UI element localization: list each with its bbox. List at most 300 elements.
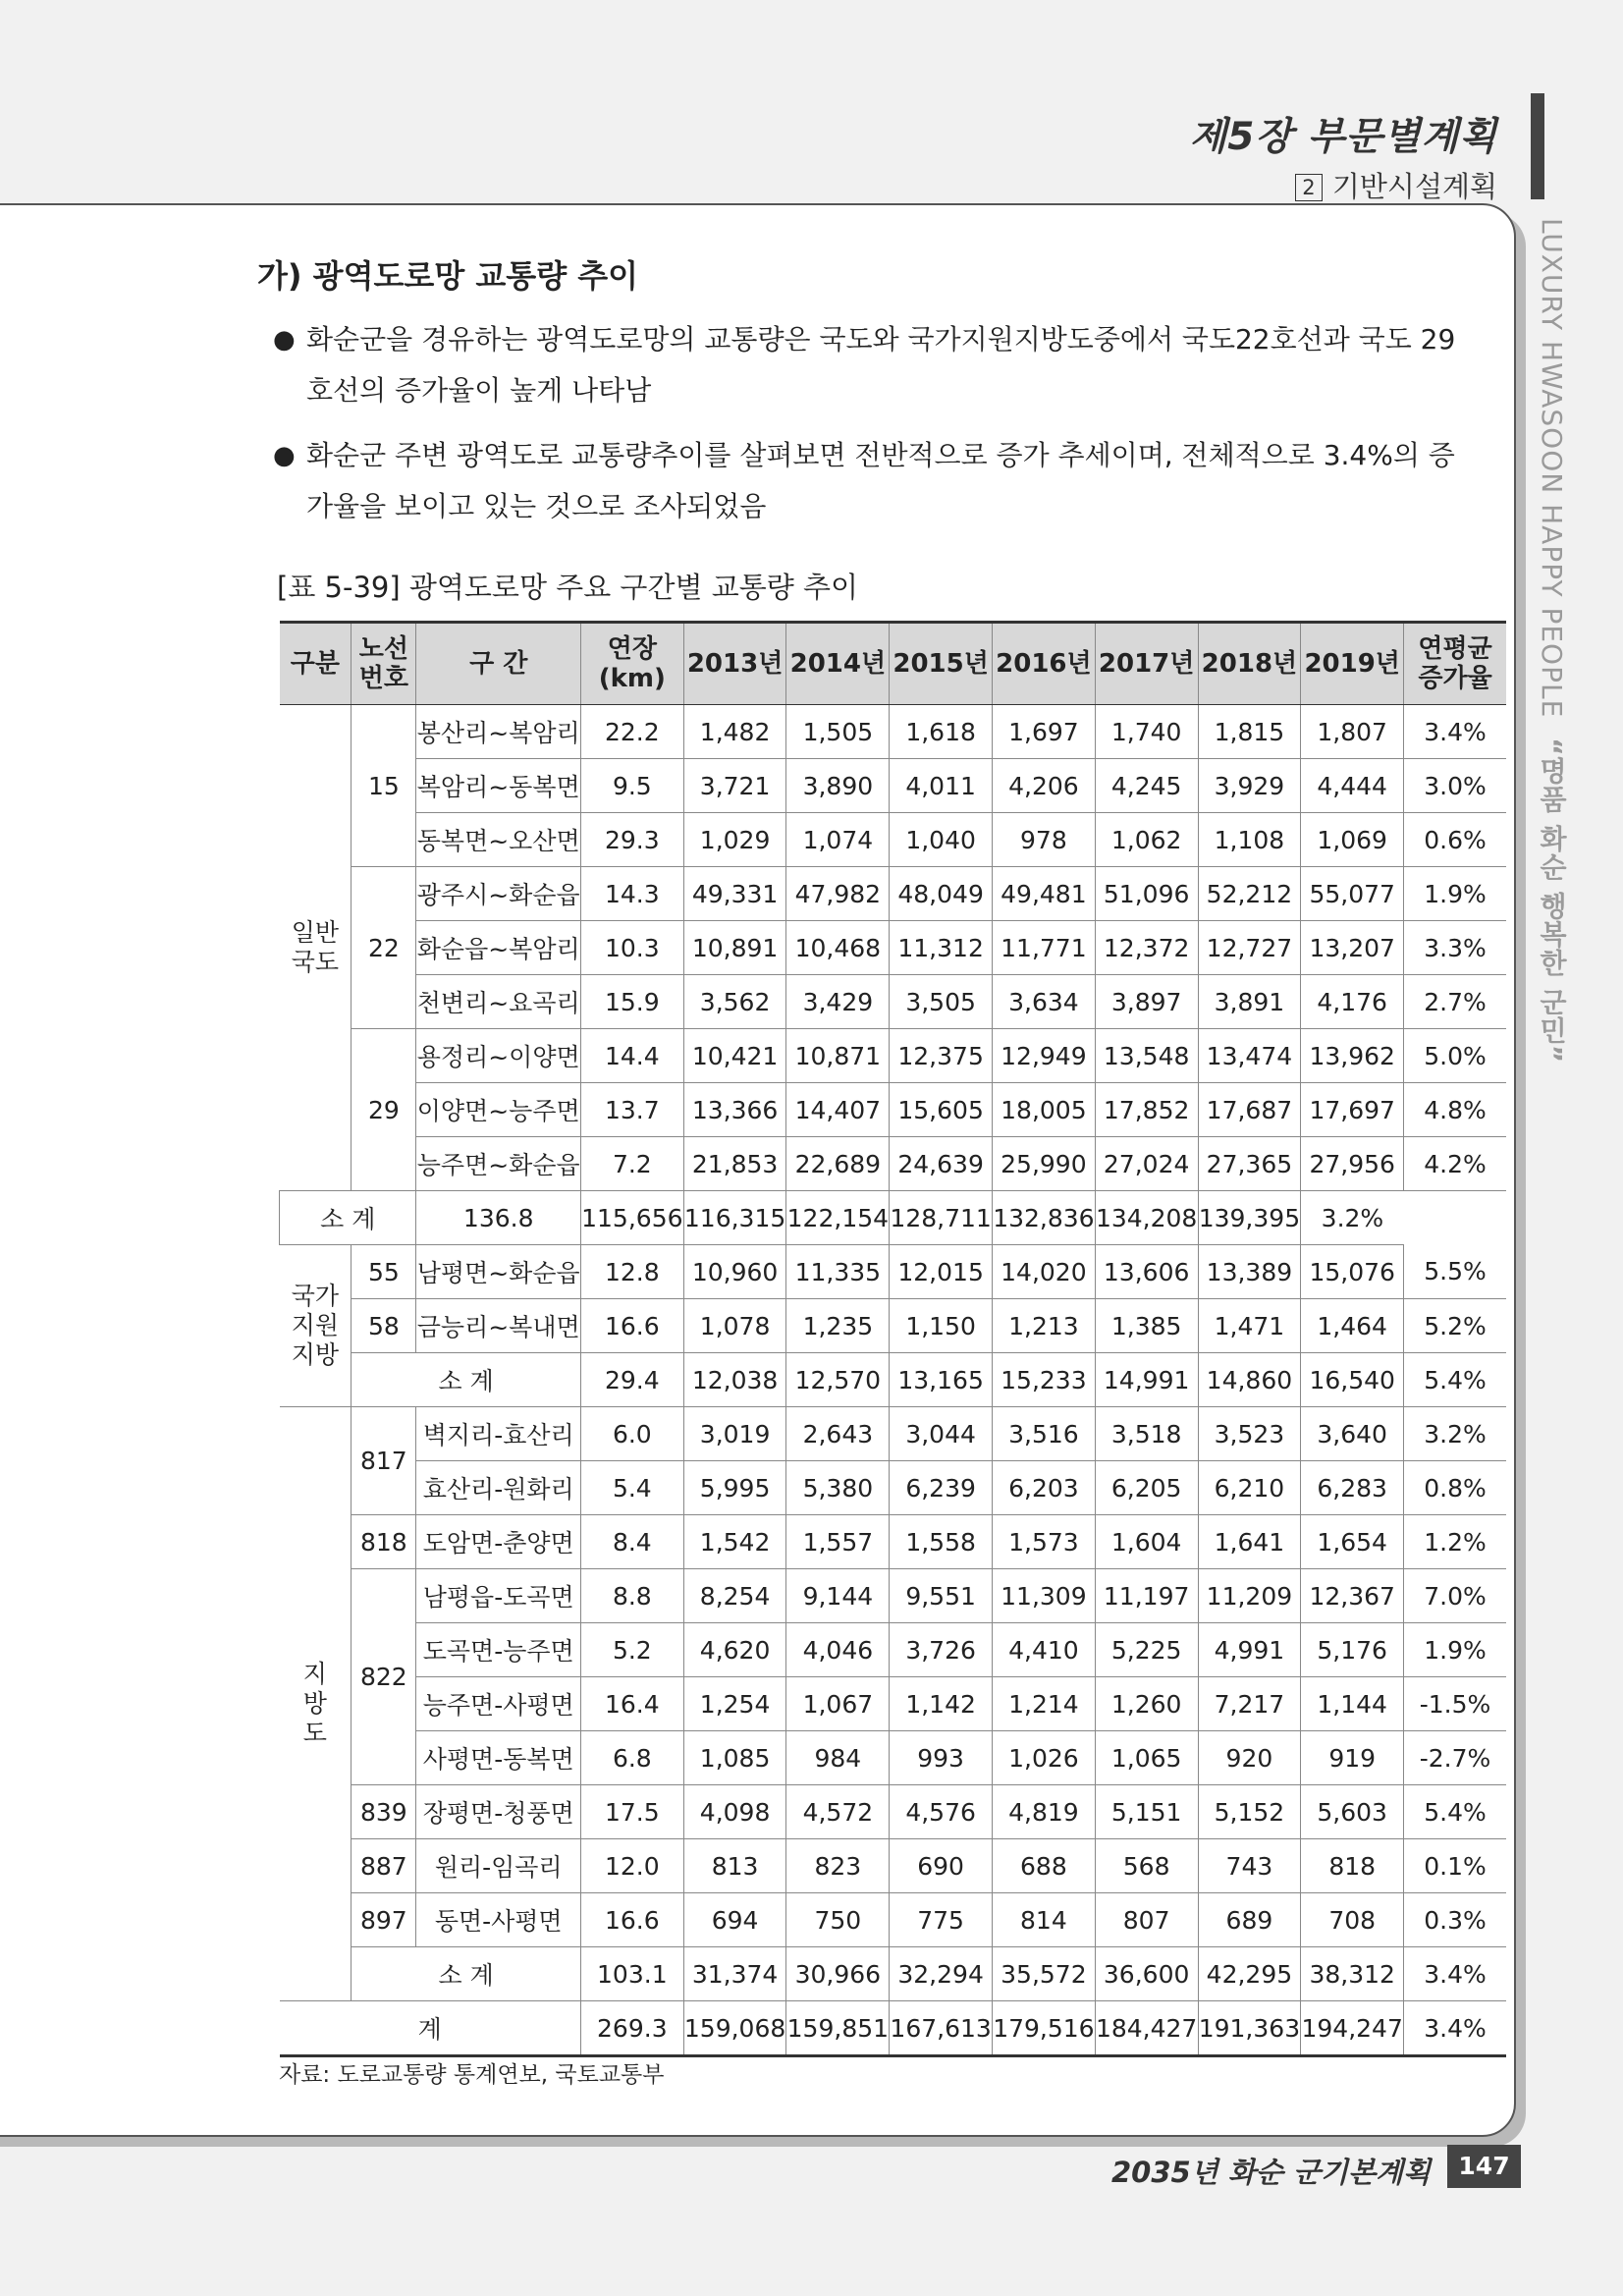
cell-2014: 1,557 bbox=[786, 1515, 890, 1569]
route-number: 839 bbox=[352, 1785, 416, 1839]
cell-rate: -2.7% bbox=[1404, 1731, 1506, 1785]
cell-2014: 984 bbox=[786, 1731, 890, 1785]
cell-length: 13.7 bbox=[580, 1083, 683, 1137]
cell-length: 17.5 bbox=[580, 1785, 683, 1839]
cell-2015: 12,375 bbox=[890, 1029, 993, 1083]
cell-length: 7.2 bbox=[580, 1137, 683, 1191]
cell-2015: 6,239 bbox=[890, 1461, 993, 1515]
cell-2018: 1,641 bbox=[1198, 1515, 1301, 1569]
cell-2016: 4,410 bbox=[993, 1623, 1096, 1677]
cell-2018: 920 bbox=[1198, 1731, 1301, 1785]
chapter-title: 제5장 부문별계획 bbox=[1189, 115, 1497, 159]
section-subtitle bbox=[1295, 165, 1497, 205]
section-title: 가) 광역도로망 교통량 추이 bbox=[257, 257, 639, 295]
cell-2017: 51,096 bbox=[1095, 867, 1198, 921]
table-row bbox=[280, 1137, 1507, 1191]
cell-2013: 115,656 bbox=[580, 1191, 683, 1245]
cell-2014: 116,315 bbox=[683, 1191, 786, 1245]
cell-rate: 5.0% bbox=[1404, 1029, 1506, 1083]
table-row bbox=[280, 1245, 1507, 1299]
header-2017: 2017년 bbox=[1095, 623, 1198, 705]
cell-2014: 159,851 bbox=[786, 2001, 890, 2056]
cell-2018: 3,891 bbox=[1198, 975, 1301, 1029]
cell-2013: 49,331 bbox=[683, 867, 786, 921]
table-row bbox=[280, 975, 1507, 1029]
cell-2018: 11,209 bbox=[1198, 1569, 1301, 1623]
cell-2018: 1,815 bbox=[1198, 705, 1301, 759]
cell-2014: 30,966 bbox=[786, 1947, 890, 2001]
cell-2017: 3,518 bbox=[1095, 1407, 1198, 1461]
cell-2018: 4,991 bbox=[1198, 1623, 1301, 1677]
cell-2016: 49,481 bbox=[993, 867, 1096, 921]
cell-2018: 743 bbox=[1198, 1839, 1301, 1893]
subtotal-label: 소 계 bbox=[352, 1353, 581, 1407]
cell-2019: 17,697 bbox=[1301, 1083, 1404, 1137]
cell-2019: 6,283 bbox=[1301, 1461, 1404, 1515]
cell-2017: 4,245 bbox=[1095, 759, 1198, 813]
cell-2015: 3,505 bbox=[890, 975, 993, 1029]
group-local: 지 방 도 bbox=[280, 1407, 352, 2001]
cell-2016: 12,949 bbox=[993, 1029, 1096, 1083]
cell-2019: 919 bbox=[1301, 1731, 1404, 1785]
cell-2019: 12,367 bbox=[1301, 1569, 1404, 1623]
cell-2018: 191,363 bbox=[1198, 2001, 1301, 2056]
cell-rate: 0.6% bbox=[1404, 813, 1506, 867]
cell-2014: 5,380 bbox=[786, 1461, 890, 1515]
section-name: 천변리~요곡리 bbox=[416, 975, 580, 1029]
cell-length: 14.3 bbox=[580, 867, 683, 921]
cell-length: 16.4 bbox=[580, 1677, 683, 1731]
cell-2017: 568 bbox=[1095, 1839, 1198, 1893]
cell-rate: 5.4% bbox=[1404, 1353, 1506, 1407]
section-number: 2 bbox=[1295, 174, 1323, 201]
cell-rate: 3.4% bbox=[1404, 1947, 1506, 2001]
cell-2018: 3,523 bbox=[1198, 1407, 1301, 1461]
cell-2019: 1,654 bbox=[1301, 1515, 1404, 1569]
route-number: 818 bbox=[352, 1515, 416, 1569]
cell-2014: 10,871 bbox=[786, 1029, 890, 1083]
cell-2013: 1,078 bbox=[683, 1299, 786, 1353]
header-2018: 2018년 bbox=[1198, 623, 1301, 705]
cell-rate: 3.2% bbox=[1404, 1407, 1506, 1461]
cell-2017: 1,062 bbox=[1095, 813, 1198, 867]
cell-2015: 775 bbox=[890, 1893, 993, 1947]
cell-2016: 128,711 bbox=[890, 1191, 993, 1245]
cell-2014: 3,890 bbox=[786, 759, 890, 813]
section-name: 화순읍~복암리 bbox=[416, 921, 580, 975]
cell-2017: 11,197 bbox=[1095, 1569, 1198, 1623]
cell-length: 9.5 bbox=[580, 759, 683, 813]
cell-2013: 31,374 bbox=[683, 1947, 786, 2001]
cell-2017: 5,151 bbox=[1095, 1785, 1198, 1839]
cell-rate: 4.8% bbox=[1404, 1083, 1506, 1137]
cell-2013: 1,542 bbox=[683, 1515, 786, 1569]
cell-length: 12.8 bbox=[580, 1245, 683, 1299]
header-2016: 2016년 bbox=[993, 623, 1096, 705]
cell-2019: 27,956 bbox=[1301, 1137, 1404, 1191]
cell-2018: 42,295 bbox=[1198, 1947, 1301, 2001]
bullet-text: 화순군을 경유하는 광역도로망의 교통량은 국도와 국가지원지방도중에서 국도22호선과 국도 29호선의 증가율이 높게 나타남 bbox=[306, 323, 1456, 407]
cell-length: 14.4 bbox=[580, 1029, 683, 1083]
cell-2016: 11,771 bbox=[993, 921, 1096, 975]
cell-rate: 1.9% bbox=[1404, 1623, 1506, 1677]
cell-2015: 3,044 bbox=[890, 1407, 993, 1461]
cell-2017: 1,740 bbox=[1095, 705, 1198, 759]
cell-2014: 1,067 bbox=[786, 1677, 890, 1731]
section-name: 능주면-사평면 bbox=[416, 1677, 580, 1731]
cell-2018: 13,474 bbox=[1198, 1029, 1301, 1083]
side-slogan-korean: “명품 화순 행복한 군민” bbox=[1536, 738, 1568, 1065]
table-row bbox=[280, 1407, 1507, 1461]
cell-2016: 978 bbox=[993, 813, 1096, 867]
cell-2014: 4,046 bbox=[786, 1623, 890, 1677]
cell-2018: 7,217 bbox=[1198, 1677, 1301, 1731]
table-row bbox=[280, 1461, 1507, 1515]
cell-2015: 13,165 bbox=[890, 1353, 993, 1407]
cell-2019: 818 bbox=[1301, 1839, 1404, 1893]
header-2014: 2014년 bbox=[786, 623, 890, 705]
table-row bbox=[280, 867, 1507, 921]
cell-2018: 134,208 bbox=[1095, 1191, 1198, 1245]
cell-rate: 4.2% bbox=[1404, 1137, 1506, 1191]
cell-2017: 13,606 bbox=[1095, 1245, 1198, 1299]
traffic-table bbox=[279, 621, 1506, 2057]
side-slogan bbox=[1532, 218, 1571, 1064]
cell-length: 6.8 bbox=[580, 1731, 683, 1785]
cell-2019: 1,464 bbox=[1301, 1299, 1404, 1353]
bullet-text: 화순군 주변 광역도로 교통량추이를 살펴보면 전반적으로 증가 추세이며, 전체적으로 3.4%의 증가율을 보이고 있는 것으로 조사되었음 bbox=[306, 439, 1455, 522]
cell-2019: 15,076 bbox=[1301, 1245, 1404, 1299]
cell-length: 5.4 bbox=[580, 1461, 683, 1515]
cell-2018: 13,389 bbox=[1198, 1245, 1301, 1299]
cell-length: 8.8 bbox=[580, 1569, 683, 1623]
cell-2014: 14,407 bbox=[786, 1083, 890, 1137]
cell-2015: 1,150 bbox=[890, 1299, 993, 1353]
cell-rate: 0.8% bbox=[1404, 1461, 1506, 1515]
cell-2015: 1,142 bbox=[890, 1677, 993, 1731]
cell-2017: 14,991 bbox=[1095, 1353, 1198, 1407]
cell-2015: 4,011 bbox=[890, 759, 993, 813]
side-slogan-english: LUXURY HWASOON HAPPY PEOPLE bbox=[1536, 218, 1568, 719]
header-route: 노선 번호 bbox=[352, 623, 416, 705]
cell-2016: 1,026 bbox=[993, 1731, 1096, 1785]
cell-2016: 4,206 bbox=[993, 759, 1096, 813]
section-name: 남평면~화순읍 bbox=[416, 1245, 580, 1299]
cell-2014: 9,144 bbox=[786, 1569, 890, 1623]
cell-2013: 10,891 bbox=[683, 921, 786, 975]
cell-2016: 11,309 bbox=[993, 1569, 1096, 1623]
cell-2015: 993 bbox=[890, 1731, 993, 1785]
cell-2014: 47,982 bbox=[786, 867, 890, 921]
cell-2013: 3,562 bbox=[683, 975, 786, 1029]
cell-length: 29.3 bbox=[580, 813, 683, 867]
cell-2017: 132,836 bbox=[993, 1191, 1096, 1245]
table-row bbox=[280, 1083, 1507, 1137]
cell-2016: 15,233 bbox=[993, 1353, 1096, 1407]
cell-2015: 15,605 bbox=[890, 1083, 993, 1137]
cell-2013: 1,482 bbox=[683, 705, 786, 759]
cell-2017: 12,372 bbox=[1095, 921, 1198, 975]
cell-2018: 17,687 bbox=[1198, 1083, 1301, 1137]
bullet-list bbox=[273, 314, 1481, 546]
cell-length: 16.6 bbox=[580, 1893, 683, 1947]
cell-2016: 814 bbox=[993, 1893, 1096, 1947]
cell-rate: 0.1% bbox=[1404, 1839, 1506, 1893]
header-type: 구분 bbox=[280, 623, 352, 705]
cell-2013: 13,366 bbox=[683, 1083, 786, 1137]
cell-2013: 3,721 bbox=[683, 759, 786, 813]
cell-2017: 36,600 bbox=[1095, 1947, 1198, 2001]
cell-2019: 5,176 bbox=[1301, 1623, 1404, 1677]
header-2015: 2015년 bbox=[890, 623, 993, 705]
cell-2013: 694 bbox=[683, 1893, 786, 1947]
cell-2013: 1,029 bbox=[683, 813, 786, 867]
cell-length: 16.6 bbox=[580, 1299, 683, 1353]
cell-2018: 689 bbox=[1198, 1893, 1301, 1947]
cell-2014: 1,235 bbox=[786, 1299, 890, 1353]
table-row bbox=[280, 1677, 1507, 1731]
cell-2016: 4,819 bbox=[993, 1785, 1096, 1839]
cell-rate: 3.2% bbox=[1301, 1191, 1404, 1245]
section-name: 용정리~이양면 bbox=[416, 1029, 580, 1083]
cell-length: 8.4 bbox=[580, 1515, 683, 1569]
table-row bbox=[280, 1893, 1507, 1947]
cell-2016: 179,516 bbox=[993, 2001, 1096, 2056]
cell-2018: 3,929 bbox=[1198, 759, 1301, 813]
cell-length: 269.3 bbox=[580, 2001, 683, 2056]
cell-2013: 12,038 bbox=[683, 1353, 786, 1407]
cell-2016: 25,990 bbox=[993, 1137, 1096, 1191]
cell-2018: 12,727 bbox=[1198, 921, 1301, 975]
cell-2019: 3,640 bbox=[1301, 1407, 1404, 1461]
cell-2013: 3,019 bbox=[683, 1407, 786, 1461]
bullet-icon: ● bbox=[273, 325, 296, 355]
cell-length: 22.2 bbox=[580, 705, 683, 759]
cell-2017: 807 bbox=[1095, 1893, 1198, 1947]
cell-2016: 3,634 bbox=[993, 975, 1096, 1029]
section-name: 효산리-원화리 bbox=[416, 1461, 580, 1515]
cell-2017: 3,897 bbox=[1095, 975, 1198, 1029]
cell-2019: 4,444 bbox=[1301, 759, 1404, 813]
cell-rate: 0.3% bbox=[1404, 1893, 1506, 1947]
cell-2018: 52,212 bbox=[1198, 867, 1301, 921]
section-name: 기반시설계획 bbox=[1331, 170, 1497, 203]
cell-2016: 3,516 bbox=[993, 1407, 1096, 1461]
section-name: 복암리~동복면 bbox=[416, 759, 580, 813]
cell-2017: 1,385 bbox=[1095, 1299, 1198, 1353]
cell-2013: 10,960 bbox=[683, 1245, 786, 1299]
page-number: 147 bbox=[1447, 2145, 1521, 2188]
table-row bbox=[280, 1731, 1507, 1785]
route-number: 22 bbox=[352, 867, 416, 1029]
route-number: 15 bbox=[352, 705, 416, 867]
header-2013: 2013년 bbox=[683, 623, 786, 705]
cell-2014: 4,572 bbox=[786, 1785, 890, 1839]
table-caption: [표 5-39] 광역도로망 주요 구간별 교통량 추이 bbox=[277, 571, 858, 604]
cell-2018: 14,860 bbox=[1198, 1353, 1301, 1407]
table-row bbox=[280, 1623, 1507, 1677]
cell-2016: 1,697 bbox=[993, 705, 1096, 759]
table-row bbox=[280, 1569, 1507, 1623]
cell-2016: 1,214 bbox=[993, 1677, 1096, 1731]
cell-2017: 184,427 bbox=[1095, 2001, 1198, 2056]
table-body bbox=[280, 705, 1507, 2056]
section-name: 도암면-춘양면 bbox=[416, 1515, 580, 1569]
cell-2017: 1,065 bbox=[1095, 1731, 1198, 1785]
cell-2015: 1,558 bbox=[890, 1515, 993, 1569]
section-name: 능주면~화순읍 bbox=[416, 1137, 580, 1191]
cell-rate: 1.9% bbox=[1404, 867, 1506, 921]
cell-2016: 1,213 bbox=[993, 1299, 1096, 1353]
cell-length: 103.1 bbox=[580, 1947, 683, 2001]
table-row bbox=[280, 1515, 1507, 1569]
cell-2015: 1,618 bbox=[890, 705, 993, 759]
cell-2019: 139,395 bbox=[1198, 1191, 1301, 1245]
cell-2017: 13,548 bbox=[1095, 1029, 1198, 1083]
table-row bbox=[280, 1785, 1507, 1839]
section-name: 원리-임곡리 bbox=[416, 1839, 580, 1893]
cell-2014: 3,429 bbox=[786, 975, 890, 1029]
cell-rate: -1.5% bbox=[1404, 1677, 1506, 1731]
bullet-item bbox=[273, 314, 1481, 416]
cell-2017: 5,225 bbox=[1095, 1623, 1198, 1677]
cell-rate: 5.4% bbox=[1404, 1785, 1506, 1839]
cell-2013: 4,620 bbox=[683, 1623, 786, 1677]
table-row bbox=[280, 1029, 1507, 1083]
cell-2019: 4,176 bbox=[1301, 975, 1404, 1029]
subtotal-label: 소 계 bbox=[280, 1191, 416, 1245]
cell-2019: 5,603 bbox=[1301, 1785, 1404, 1839]
cell-2017: 1,260 bbox=[1095, 1677, 1198, 1731]
cell-2014: 1,505 bbox=[786, 705, 890, 759]
cell-2015: 32,294 bbox=[890, 1947, 993, 2001]
cell-2014: 823 bbox=[786, 1839, 890, 1893]
cell-2019: 16,540 bbox=[1301, 1353, 1404, 1407]
cell-rate: 3.3% bbox=[1404, 921, 1506, 975]
cell-2016: 688 bbox=[993, 1839, 1096, 1893]
cell-2013: 1,085 bbox=[683, 1731, 786, 1785]
cell-2013: 8,254 bbox=[683, 1569, 786, 1623]
cell-2019: 708 bbox=[1301, 1893, 1404, 1947]
header-bar bbox=[1531, 93, 1544, 199]
cell-length: 5.2 bbox=[580, 1623, 683, 1677]
cell-2013: 10,421 bbox=[683, 1029, 786, 1083]
header-section: 구 간 bbox=[416, 623, 580, 705]
source-note: 자료: 도로교통량 통계연보, 국토교통부 bbox=[279, 2062, 665, 2088]
cell-2018: 1,471 bbox=[1198, 1299, 1301, 1353]
table-row bbox=[280, 1839, 1507, 1893]
cell-2015: 3,726 bbox=[890, 1623, 993, 1677]
group-state: 국가 지원 지방 bbox=[280, 1245, 352, 1407]
cell-2019: 13,207 bbox=[1301, 921, 1404, 975]
cell-rate: 3.4% bbox=[1404, 2001, 1506, 2056]
route-number: 55 bbox=[352, 1245, 416, 1299]
table-row bbox=[280, 921, 1507, 975]
cell-2015: 690 bbox=[890, 1839, 993, 1893]
cell-2014: 12,570 bbox=[786, 1353, 890, 1407]
cell-2016: 6,203 bbox=[993, 1461, 1096, 1515]
cell-2014: 11,335 bbox=[786, 1245, 890, 1299]
cell-2015: 12,015 bbox=[890, 1245, 993, 1299]
subtotal-row bbox=[280, 1947, 1507, 2001]
cell-2016: 35,572 bbox=[993, 1947, 1096, 2001]
route-number: 897 bbox=[352, 1893, 416, 1947]
header-length: 연장 (km) bbox=[580, 623, 683, 705]
subtotal-label: 소 계 bbox=[352, 1947, 581, 2001]
header-rate: 연평균 증가율 bbox=[1404, 623, 1506, 705]
cell-length: 136.8 bbox=[416, 1191, 580, 1245]
cell-rate: 3.0% bbox=[1404, 759, 1506, 813]
cell-rate: 5.5% bbox=[1404, 1245, 1506, 1299]
cell-length: 15.9 bbox=[580, 975, 683, 1029]
cell-2017: 1,604 bbox=[1095, 1515, 1198, 1569]
cell-rate: 7.0% bbox=[1404, 1569, 1506, 1623]
cell-rate: 5.2% bbox=[1404, 1299, 1506, 1353]
cell-2013: 813 bbox=[683, 1839, 786, 1893]
subtotal-row bbox=[280, 1191, 1507, 1245]
cell-2015: 48,049 bbox=[890, 867, 993, 921]
cell-2019: 1,069 bbox=[1301, 813, 1404, 867]
cell-2019: 1,807 bbox=[1301, 705, 1404, 759]
cell-2015: 4,576 bbox=[890, 1785, 993, 1839]
cell-2014: 1,074 bbox=[786, 813, 890, 867]
cell-2019: 13,962 bbox=[1301, 1029, 1404, 1083]
cell-2015: 11,312 bbox=[890, 921, 993, 975]
cell-2018: 27,365 bbox=[1198, 1137, 1301, 1191]
section-name: 이양면~능주면 bbox=[416, 1083, 580, 1137]
cell-2017: 27,024 bbox=[1095, 1137, 1198, 1191]
section-name: 동면-사평면 bbox=[416, 1893, 580, 1947]
cell-2015: 1,040 bbox=[890, 813, 993, 867]
cell-length: 29.4 bbox=[580, 1353, 683, 1407]
route-number: 29 bbox=[352, 1029, 416, 1191]
cell-2016: 14,020 bbox=[993, 1245, 1096, 1299]
cell-2013: 5,995 bbox=[683, 1461, 786, 1515]
cell-length: 12.0 bbox=[580, 1839, 683, 1893]
footer-title: 2035년 화순 군기본계획 bbox=[1110, 2156, 1431, 2189]
cell-2013: 21,853 bbox=[683, 1137, 786, 1191]
cell-length: 6.0 bbox=[580, 1407, 683, 1461]
section-name: 사평면-동복면 bbox=[416, 1731, 580, 1785]
table-row bbox=[280, 759, 1507, 813]
table-row bbox=[280, 813, 1507, 867]
bullet-icon: ● bbox=[273, 441, 296, 470]
cell-2013: 1,254 bbox=[683, 1677, 786, 1731]
cell-rate: 3.4% bbox=[1404, 705, 1506, 759]
cell-2018: 1,108 bbox=[1198, 813, 1301, 867]
subtotal-row bbox=[280, 1353, 1507, 1407]
table-row bbox=[280, 1299, 1507, 1353]
section-name: 도곡면-능주면 bbox=[416, 1623, 580, 1677]
cell-2019: 55,077 bbox=[1301, 867, 1404, 921]
cell-2015: 9,551 bbox=[890, 1569, 993, 1623]
cell-rate: 1.2% bbox=[1404, 1515, 1506, 1569]
section-name: 장평면-청풍면 bbox=[416, 1785, 580, 1839]
cell-2015: 167,613 bbox=[890, 2001, 993, 2056]
cell-2014: 750 bbox=[786, 1893, 890, 1947]
cell-2015: 122,154 bbox=[786, 1191, 890, 1245]
cell-2018: 5,152 bbox=[1198, 1785, 1301, 1839]
route-number: 822 bbox=[352, 1569, 416, 1785]
cell-2014: 2,643 bbox=[786, 1407, 890, 1461]
route-number: 58 bbox=[352, 1299, 416, 1353]
cell-2013: 159,068 bbox=[683, 2001, 786, 2056]
cell-2016: 18,005 bbox=[993, 1083, 1096, 1137]
cell-2015: 24,639 bbox=[890, 1137, 993, 1191]
route-number: 887 bbox=[352, 1839, 416, 1893]
total-label: 계 bbox=[280, 2001, 581, 2056]
table-row bbox=[280, 705, 1507, 759]
